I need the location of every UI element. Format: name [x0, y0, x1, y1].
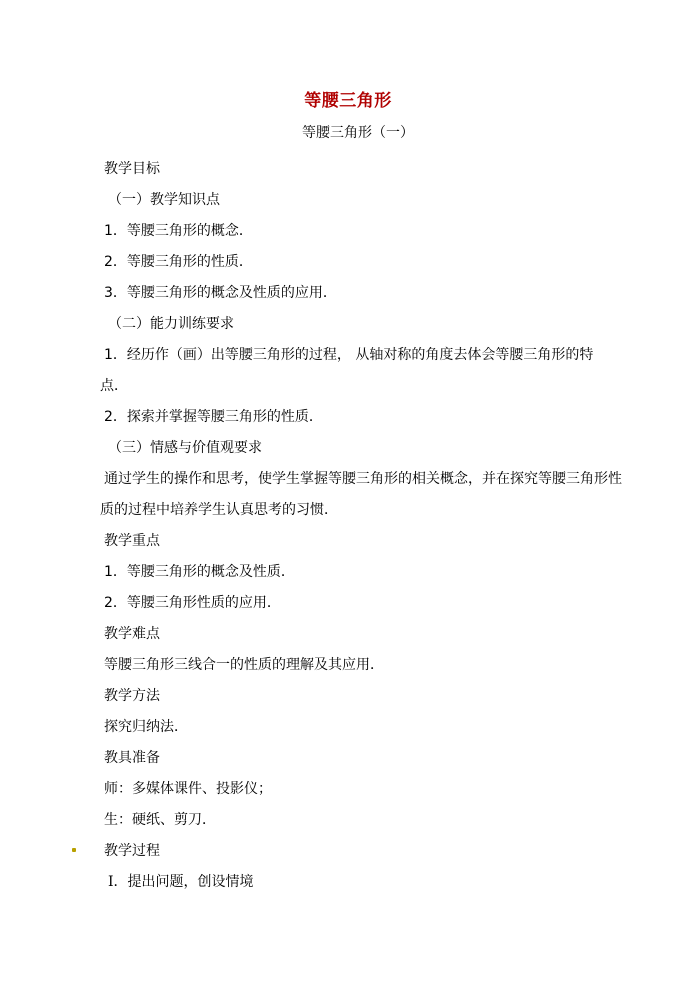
list-item: 生：硬纸、剪刀． — [104, 812, 216, 828]
list-item: 1．等腰三角形的概念． — [104, 223, 253, 239]
paragraph: 探究归纳法． — [104, 719, 188, 735]
document-title: 等腰三角形 — [304, 91, 392, 111]
document-body — [100, 154, 624, 898]
paragraph: 等腰三角形三线合一的性质的理解及其应用． — [104, 657, 384, 673]
section-heading-difficulties: 教学难点 — [104, 626, 160, 642]
subsection-ability-requirements: （二）能力训练要求 — [108, 316, 234, 332]
subsection-emotion-values: （三）情感与价值观要求 — [108, 440, 262, 456]
list-item: 1．等腰三角形的概念及性质． — [104, 564, 295, 580]
section-heading-methods: 教学方法 — [104, 688, 160, 704]
list-item: 1．经历作（画）出等腰三角形的过程， 从轴对称的角度去体会等腰三角形的特 — [104, 347, 594, 363]
list-item: 2．探索并掌握等腰三角形的性质． — [104, 409, 323, 425]
section-heading-key-points: 教学重点 — [104, 533, 160, 549]
section-heading-teaching-goals: 教学目标 — [104, 161, 160, 177]
section-heading-teaching-process: 教学过程 — [104, 843, 160, 859]
subsection-knowledge-points: （一）教学知识点 — [108, 192, 220, 208]
document-subtitle: 等腰三角形（一） — [302, 125, 414, 141]
list-item: 2．等腰三角形的性质． — [104, 254, 253, 270]
subsection-raise-question: Ⅰ．提出问题，创设情境 — [108, 875, 254, 890]
list-item-continuation: 点． — [100, 378, 128, 394]
paragraph-mark-icon — [72, 848, 76, 852]
section-heading-teaching-aids: 教具准备 — [104, 750, 160, 766]
list-item: 3．等腰三角形的概念及性质的应用． — [104, 285, 337, 301]
list-item: 师：多媒体课件、投影仪； — [104, 781, 272, 797]
paragraph-continuation: 质的过程中培养学生认真思考的习惯． — [100, 502, 338, 518]
list-item: 2．等腰三角形性质的应用． — [104, 595, 281, 611]
paragraph: 通过学生的操作和思考，使学生掌握等腰三角形的相关概念，并在探究等腰三角形性 — [104, 471, 622, 487]
